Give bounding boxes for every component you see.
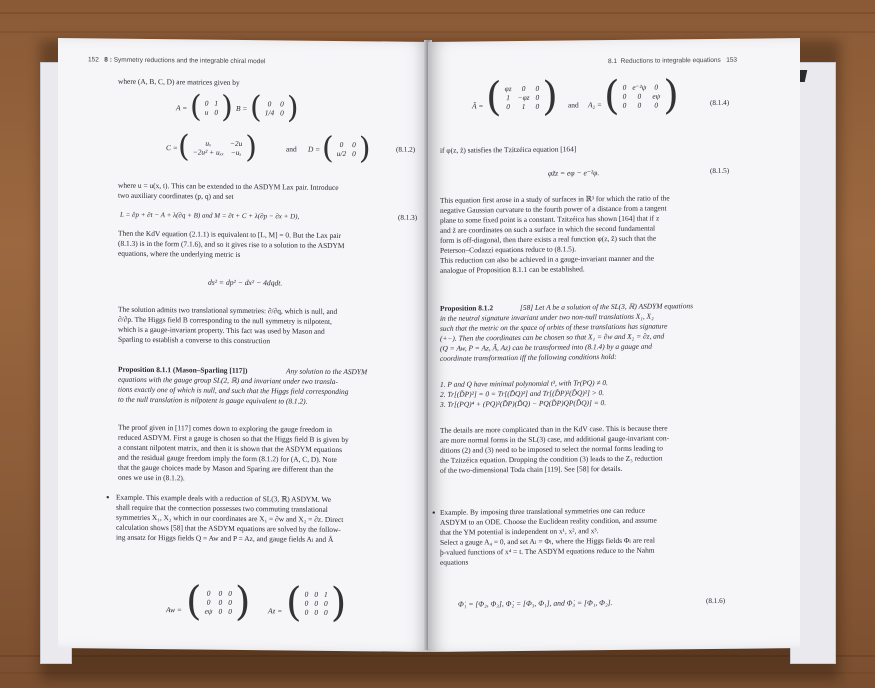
Az-label: Az = [268,606,283,616]
text-line: This equation first arose in a study of surfaces in ℝ³ for which the ratio of the [440,193,670,205]
proposition-8-1-1-title: Proposition 8.1.1 (Mason–Sparling [117]) [118,364,248,376]
matrix-entry: eψ [652,91,661,101]
text-line: symmetries X₁, X₂ which in our coordinates are X₁ = ∂w and X₂ = ∂z. Direct [116,512,344,525]
text-line: (8.1.3) is in the form (7.1.6), and so it gives rise to a solution to the ASDYM [118,238,345,251]
text-line: such that the metric on the space of orbits of these translations has signature [440,321,668,333]
matrix-entry: −2u² + uₓₓ [192,147,224,157]
left-page: 152 8 : Symmetry reductions and the integrable chiral model where (A, B, C, D) are matrices given by A = ( 0 1 u 0 ) B = ( 0 0 1/4 0 ) C = ( uₓ −2u −2u² + uₓₓ −uₓ ) and D = ( 0 0 u/2 0 ) (8.1.2) where u = u(x, t). This can be extended to the ASDYM Lax pair. Introduce two auxiliary coordinates (p, q) and set L = ∂p + ∂t − A + λ(∂q + B) and M = ∂t + C + λ(∂p − ∂x + D), (8.1.3) Then the KdV equation (2.1.1) is equivalent to [L, M] = 0. But the Lax pair (8.1.3) is in the form (7.1.6), and so it gives rise to a solution to the ASDYM equations, where the underlying metric is ds² = dp² − dx² − 4dqdt. The solution admits two translational symmetries: ∂/∂q, which is null, and ∂/∂p. The Higgs field B corresponding to the null symmetry is nilpotent, which is a gauge-invariant property. This fact was used by Mason and Sparling to establish a converse to this construction Proposition 8.1.1 (Mason–Sparling [117]) Any solution to the ASDYM equations with the gauge group SL(2, ℝ) and invariant under two transla- tions exactly one of which is null, and such that the Higgs field corresponding to the null translation is nilpotent is gauge equivalent to (8.1.2). The proof given in [117] comes down to exploring the gauge freedom in reduced ASDYM. First a gauge is chosen so that the Higgs field B is given by a constant nilpotent matrix, and then it is shown that the ASDYM equations and the residual gauge freedom imply the form (8.1.2) for (A, C, D). Note that the gauge choices made by Mason and Sparing are different than the ones we use in (8.1.2). • Example. This example deals with a reduction of SL(3, ℝ) ASDYM. We shall require that the connection possesses two commuting translational symmetries X₁, X₂ which in our coordinates are X₁ = ∂w and X₂ = ∂z. Direct calculation shows [58] that the ASDYM equations are solved by the follow- ing ansatz for Higgs fields Q = Aw and P = Az, and gauge fields Aₗ and Ã Aw = ( 0 0 0 0 0 0 eψ 0 0 ) Az = ( 0 0 1 0 0 0 0 0 0 ) [58,38,430,652]
text-line: Then the KdV equation (2.1.1) is equivalent to [L, M] = 0. But the Lax pair [118,228,342,241]
text-line: ASDYM to an ODE. Choose the Euclidean reality condition, and assume [440,515,657,527]
text-line: which is a gauge-invariant property. This fact was used by Mason and [118,324,325,336]
text-line: Peterson–Codazzi equations reduce to (8.1.5). [440,244,577,255]
text-line: equations with the gauge group SL(2, ℝ) and invariant under two transla- [118,374,338,386]
text-line: [58] Let A be a solution of the SL(3, ℝ) ASDYM equations [520,301,693,312]
matrix-entry: 0 [637,100,642,110]
matrix-entry: 0 [654,100,659,110]
matrix-entry: 0 [314,589,319,599]
text-line: The details are more complicated than in the KdV case. This is because there [440,423,668,435]
matrix-entry: 0 [228,606,232,616]
text-line: equations [440,557,469,567]
text-line: negative Gaussian curvature to the fourth power of a distance from a tangent [440,203,667,215]
text-line: plane to some fixed point is a constant. Tzitzéica has shown [164] that if z [440,213,660,225]
text-line: This reduction can also be achieved in a gauge-invariant manner and the [440,253,655,265]
matrix-entry: 0 [535,83,540,93]
section-number: 8.1 [608,57,618,66]
matrix-entry: 0 [228,588,232,598]
matrix-Aw: ( 0 0 0 0 0 0 eψ 0 0 ) [186,578,251,626]
matrix-entry: 0 [304,598,309,608]
matrix-entry: 0 [228,597,232,607]
lax-pair-equation: L = ∂p + ∂t − A + λ(∂q + B) and M = ∂t + C + λ(∂p − ∂x + D), [120,210,300,221]
chapter-number: 8 [104,56,108,64]
matrix-entry: 0 [339,140,344,150]
eq-number-8-1-6: (8.1.6) [706,596,726,606]
example-bullet: • [106,492,110,504]
example-bullet-right: • [432,507,436,519]
matrix-entry: 0 [204,98,209,108]
matrix-A: ( 0 1 u 0 ) [190,89,233,125]
matrix-entry: 0 [218,597,223,607]
matrix-entry: 0 [535,101,540,111]
Az2-label: A₂ = [588,100,602,110]
matrix-entry: 0 [521,83,526,93]
matrix-entry: 0 [622,91,627,101]
matrix-entry: 0 [304,607,309,617]
text-line: ∂/∂p. The Higgs field B corresponding to the null symmetry is nilpotent, [118,314,332,326]
matrix-entry: 0 [654,82,659,92]
matrix-entry: uₓ [205,138,212,148]
right-running-header [608,57,737,65]
eq-number-8-1-4: (8.1.4) [710,98,730,107]
matrix-entry: u/2 [336,148,347,159]
matrix-entry: 0 [314,598,319,608]
text-line: and the residual gauge freedom imply the form (8.1.2) for (A, C, D). Note [118,452,337,464]
matrix-entry: 0 [214,107,219,117]
matrix-entry: 0 [352,149,356,159]
matrix-entry: 0 [622,100,627,110]
matrix-entry: 0 [314,607,319,617]
text-line: are more normal forms in the SL(3) case, and additional gauge-invariant con- [440,433,670,445]
text-line: shall require that the connection possesses two commuting translational [116,502,328,514]
matrix-entry: 0 [506,101,510,111]
matrix-entry: 0 [206,597,211,607]
text-line: analogue of Proposition 8.1.1 can be established. [440,264,585,275]
matrix-A-z: ( 0 e⁻²ψ 0 0 0 eψ 0 0 0 ) [604,72,679,120]
matrix-Az: ( 0 0 1 0 0 0 0 0 0 ) [286,579,347,627]
text-line: reduced ASDYM. First a gauge is chosen so that the Higgs field B is given by [118,432,349,445]
matrix-entry: 0 [324,607,328,617]
matrix-entry: −2u [229,138,243,148]
text-line: coordinate transformation iff the following conditions hold: [440,351,617,363]
text-line: form is off-diagonal, then there exists a real function φ(z, z̃) such that the [440,233,657,245]
matrix-entry: 0 [535,92,540,102]
Aw-label: Aw = [166,605,182,615]
text-line: that the YM potential is independent on x¹, x², and x³. [440,526,599,537]
matrix-entry: φz [504,83,512,93]
text-line: and z̃ are coordinates on such a surface in which the second fundamental [440,223,656,235]
text-line: (Q = Aw, P = Az, Ã, Az) can be transformed into (8.1.4) by a gauge and [440,341,652,353]
left-running-header: 152 8 : Symmetry reductions and the integrable chiral model [88,56,266,66]
text-line: that the gauge choices made by Mason and Sparing are different than the [118,462,334,474]
matrix-entry: 0 [622,82,627,92]
matrix-entry: 0 [280,99,284,109]
text-line: equations, where the underlying metric is [118,248,241,259]
matrix-entry: 1 [324,589,328,599]
chapter-title: Symmetry reductions and the integrable chiral model [113,56,266,66]
text-line: The proof given in [117] comes down to exploring the gauge freedom in [118,422,332,434]
matrix-entry: 0 [206,588,211,598]
text-line: 2. Tr[(D̃P)²] = 0 = Tr[(D̃Q)²] and Tr[(D̃P)²(D̃Q)²] > 0. [440,388,605,399]
matrix-entry: 0 [304,589,309,599]
text-line: in the neutral signature invariant under two non-null translations X₁, X₂ [440,311,654,323]
eq-number-8-1-5: (8.1.5) [710,166,730,175]
left-page-number: 152 [88,56,99,64]
text-line: The solution admits two translational symmetries: ∂/∂q, which is null, and [118,304,338,316]
matrix-entry: e⁻²ψ [632,82,647,92]
matrix-entry: −φz [517,92,530,102]
text-line: to the null translation is nilpotent is gauge equivalent to (8.1.2). [118,394,308,406]
matrix-entry: u [204,107,209,117]
right-page-number: 153 [726,56,738,64]
proposition-8-1-2-title: Proposition 8.1.2 [440,303,494,313]
section-title: Reductions to integrable equations [620,56,721,65]
text-line: Any solution to the ASDYM [286,366,368,377]
matrix-entry: 0 [218,606,223,616]
matrix-entry: 0 [324,598,328,608]
text-line: 3. Tr[(PQ)⁴ + (PQ)²(D̃P)(D̃Q) − PQ(D̃P)QP(D̃Q)] = 0. [440,398,607,409]
tzitzeica-equation: φz̃z = eφ − e⁻²φ. [548,168,600,178]
text-line: ditions (2) and (3) need to be imposed to select the normal forms leading to [440,443,663,455]
matrix-entry: 0 [637,91,642,101]
text-line: where u = u(x, t). This can be extended to the ASDYM Lax pair. Introduce [118,180,339,192]
matrix-entry: 0 [280,108,284,118]
text-line: the Tzitzéica equation. Dropping the condition (3) leads to the Z₃ reduction [440,453,663,465]
text-line: Sparling to establish a converse to this construction [118,334,271,346]
matrix-entry: 0 [218,588,223,598]
text-line: Example. This example deals with a reduction of SL(3, ℝ) ASDYM. We [116,492,332,504]
matrix-D: ( 0 0 u/2 0 ) [322,130,371,167]
metric-equation: ds² = dp² − dx² − 4dqdt. [208,277,283,288]
text-line: 1. P and Q have minimal polynomial t³, with Tr(PQ) ≠ 0. [440,378,608,389]
matrix-entry: 0 [267,99,272,109]
Ai-label: Ã = [472,101,484,111]
text-line: Select a gauge A₄ = 0, and set Aₗ = Φₗ, where the Higgs fields Φₗ are real [440,535,655,547]
matrix-entry: −uₓ [230,147,242,157]
text-line: a constant nilpotent matrix, and then it is shown that the ASDYM equations [118,442,342,455]
matrix-A-tilde: ( φz 0 0 1 −φz 0 0 1 0 ) [486,73,558,121]
tzitzeica-intro: if φ(z, z̃) satisfies the Tzitzéica equation [164] [440,144,577,155]
text-line: ing ansatz for Higgs fields Q = Aw and P = Az, and gauge fields Aₗ and Ã [116,532,334,544]
matrix-entry: 0 [352,140,356,150]
matrix-entry: 1 [506,92,510,102]
matrix-entry: 1 [521,101,526,111]
matrix-entry: 1/4 [264,108,275,118]
eq-number-8-1-3: (8.1.3) [398,213,418,222]
matrix-entry: eψ [204,606,213,616]
text-line: ones we use in (8.1.2). [118,472,185,483]
and-matrices: and [568,100,579,110]
text-line: two auxiliary coordinates (p, q) and set [118,190,234,201]
matrix-B: ( 0 0 1/4 0 ) [250,90,299,126]
text-line: tions exactly one of which is null, and such that the Higgs field corresponding [118,384,349,397]
eq-number-8-1-2: (8.1.2) [396,145,416,154]
text-line: Example. By imposing three translational symmetries one can reduce [440,505,646,517]
matrices-intro: where (A, B, C, D) are matrices given by [118,76,240,87]
text-line: calculation shows [58] that the ASDYM equations are solved by the follow- [116,522,341,535]
and-CD: and [286,144,297,154]
matrix-C: ( uₓ −2u −2u² + uₓₓ −uₓ ) [178,129,258,166]
text-line: of the two-dimensional Toda chain [119]. See [58] for details. [440,463,623,475]
nahm-equations: Φ̇₁ = [Φ₂, Φ₃], Φ̇₂ = [Φ₃, Φ₁], and Φ̇₃ = [Φ₁, Φ₂]. [458,598,613,609]
matrix-entry: 1 [214,98,219,108]
right-page [428,38,800,652]
text-line: (+−). Then the coordinates can be chosen so that X₁ = ∂w and X₂ = ∂z, and [440,331,665,343]
text-line: þ-valued functions of x⁴ = t. The ASDYM equations reduce to the Nahm [440,545,655,557]
